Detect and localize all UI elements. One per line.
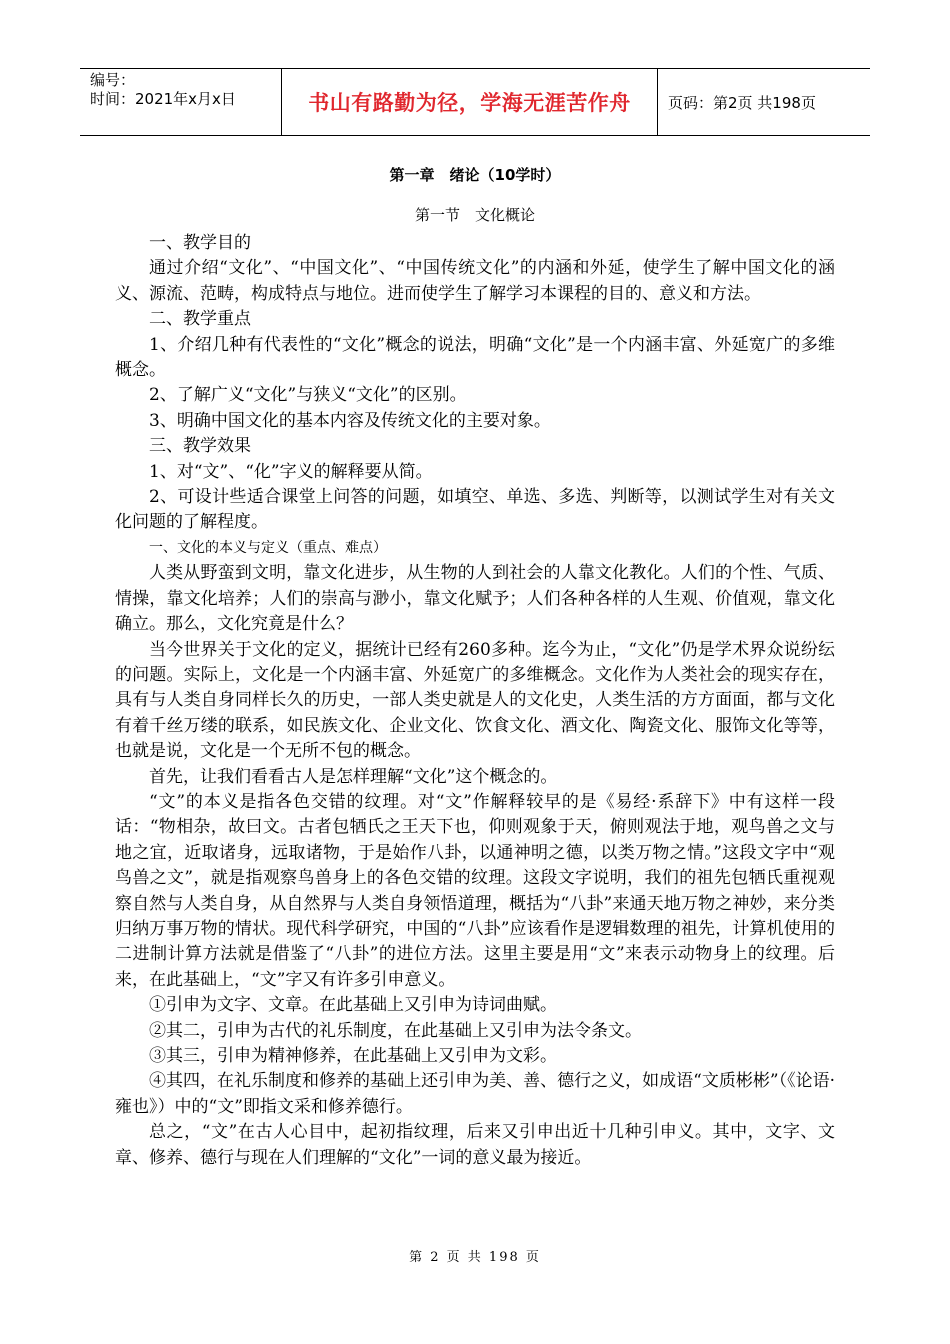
paragraph: 1、对“文”、“化”字义的解释要从简。	[149, 461, 433, 482]
header-page-number: 页码：第2页 共198页	[668, 93, 816, 112]
list-item: ③其三，引申为精神修养，在此基础上又引申为文彩。	[149, 1046, 557, 1066]
paragraph: 1、介绍几种有代表性的“文化”概念的说法，明确“文化”是一个内涵丰富、外延宽广的多维概念。	[115, 334, 835, 381]
paragraph: 人类从野蛮到文明，靠文化进步，从生物的人到社会的人靠文化教化。人们的个性、气质、情操，靠文化培养；人们的崇高与渺小，靠文化赋予；人们各种各样的人生观、价值观，靠文化确立。那么，文化究竟是什么？	[115, 563, 835, 635]
page-footer: 第 2 页 共 198 页	[409, 1250, 541, 1265]
heading-teaching-effect: 三、教学效果	[149, 436, 251, 457]
code-label: 编号：	[90, 71, 136, 89]
paragraph: 2、可设计些适合课堂上问答的问题，如填空、单选、多选、判断等，以测试学生对有关文化问题的了解程度。	[115, 487, 835, 533]
paragraph: 当今世界关于文化的定义，据统计已经有260多种。迄今为止，“文化”仍是学术界众说纷纭的问题。实际上，文化是一个内涵丰富、外延宽广的多维概念。文化作为人类社会的现实存在，具有与人类自身同样长久的历史，一部人类史就是人的文化史，人类生活的方方面面，都与文化有着千丝万缕的联系，如民族文化、企业文化、饮食文化、酒文化、陶瓷文化、服饰文化等等，也就是说，文化是一个无所不包的概念。	[115, 639, 835, 762]
paragraph: 2、了解广义“文化”与狭义“文化”的区别。	[149, 385, 467, 406]
paragraph: 3、明确中国文化的基本内容及传统文化的主要对象。	[149, 410, 551, 431]
heading-teaching-focus: 二、教学重点	[149, 309, 251, 330]
paragraph: “文”的本义是指各色交错的纹理。对“文”作解释较早的是《易经·系辞下》中有这样一段话：“物相杂，故曰文。古者包牺氏之王天下也，仰则观象于天，俯则观法于地，观鸟兽之文与地之宜，近取诸身，远取诸物，于是始作八卦，以通神明之德，以类万物之情。”这段文字中“观鸟兽之文”，就是指观察鸟兽身上的各色交错的纹理。这段文字说明，我们的祖先包牺氏重视观察自然与人类自身，从自然界与人类自身领悟道理，概括为“八卦”来通天地万物之神妙，来分类归纳万事万物的情状。现代科学研究，中国的“八卦”应该看作是逻辑数理的祖先，计算机使用的二进制计算方法就是借鉴了“八卦”的进位方法。这里主要是用“文”来表示动物身上的纹理。后来，在此基础上，“文”字又有许多引申意义。	[115, 791, 835, 990]
subsection-heading: 一、文化的本义与定义（重点、难点）	[149, 539, 387, 556]
header-meta	[80, 69, 282, 135]
section-title: 第一节 文化概论	[414, 206, 535, 224]
paragraph: 首先，让我们看看古人是怎样理解“文化”这个概念的。	[149, 766, 558, 787]
list-item: ②其二，引申为古代的礼乐制度，在此基础上又引申为法令条文。	[149, 1020, 642, 1041]
chapter-title: 第一章 绪论（10学时）	[389, 166, 561, 184]
heading-teaching-goal: 一、教学目的	[149, 233, 251, 253]
date-label: 时间：2021年x月x日	[90, 90, 236, 108]
document-body	[115, 231, 835, 1171]
header-motto: 书山有路勤为径，学海无涯苦作舟	[282, 69, 658, 135]
page-header	[80, 68, 870, 136]
list-item: ④其四，在礼乐制度和修养的基础上还引申为美、善、德行之义，如成语“文质彬彬”（《论语·雍也》）中的“文”即指文采和修养德行。	[115, 1071, 835, 1117]
paragraph: 通过介绍“文化”、“中国文化”、“中国传统文化”的内涵和外延，使学生了解中国文化的涵义、源流、范畴，构成特点与地位。进而使学生了解学习本课程的目的、意义和方法。	[115, 258, 835, 304]
list-item: ①引申为文字、文章。在此基础上又引申为诗词曲赋。	[149, 995, 557, 1016]
paragraph: 总之，“文”在古人心目中，起初指纹理，后来又引申出近十几种引申义。其中，文字、文章、修养、德行与现在人们理解的“文化”一词的意义最为接近。	[115, 1122, 835, 1168]
